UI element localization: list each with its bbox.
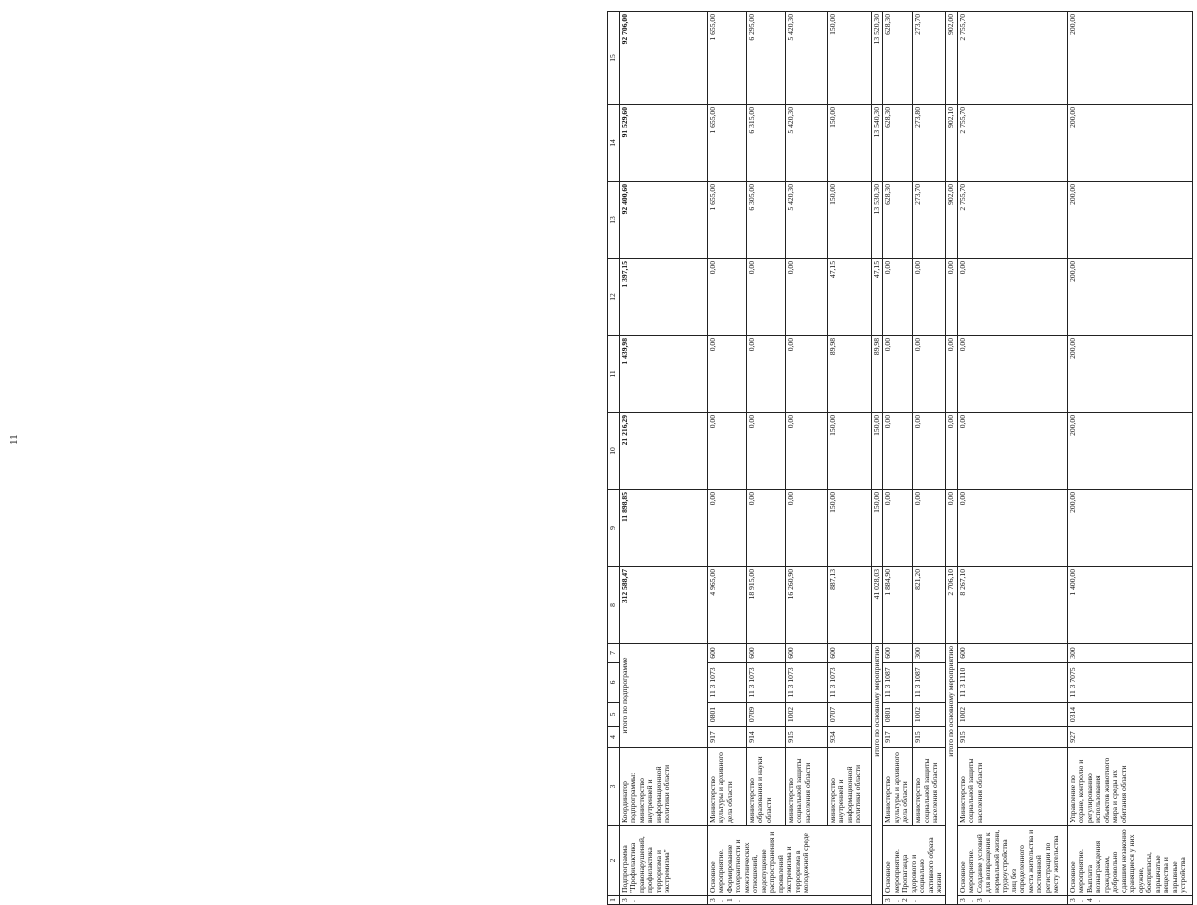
value-cell: 0,00 [957,490,1067,567]
code-cell: 11 3 1087 [883,663,913,703]
activity-name: Основное мероприятие. Формирование толерантности и межэтнических отношений, недопущение распространения и проявлений экстремизма и терроризма в молодежной среде [707,826,871,896]
subtotal-value: 902,00 [946,182,958,259]
value-cell: 0,00 [883,413,913,490]
value-cell: 6 295,00 [746,12,785,105]
header-cell: 6 [608,663,620,703]
value-cell: 0,00 [785,259,827,336]
code-cell: 11 3 1073 [707,663,746,703]
subtotal-value: 41 028,03 [871,567,883,644]
code-cell: 11 3 1110 [957,663,1067,703]
table-row [957,12,1067,905]
table-row [883,12,913,905]
activity-code: 3.4. [1067,896,1192,905]
subtotal-value: 13 540,30 [871,105,883,182]
budget-table [607,11,1193,905]
activity-code: 3.2. [883,896,946,905]
value-cell: 5 420,30 [785,12,827,105]
code-cell: 11 3 1087 [913,663,946,703]
header-cell: 1 [608,896,620,905]
program-row [619,12,707,905]
header-cell: 3 [608,748,620,826]
value-cell: 150,00 [827,105,871,182]
program-value: 91 529,60 [619,105,707,182]
header-cell: 14 [608,105,620,182]
executor: Управление по охране, контролю и регулированию использования объектов животного мира и среды их обитания области [1067,748,1192,826]
value-cell: 150,00 [827,490,871,567]
program-value: 92 400,60 [619,182,707,259]
header-cell: 5 [608,703,620,727]
code-cell: 600 [785,644,827,663]
header-cell: 8 [608,567,620,644]
value-cell: 200,00 [1067,336,1192,413]
value-cell: 0,00 [746,259,785,336]
value-cell: 821,20 [913,567,946,644]
value-cell: 0,00 [707,259,746,336]
header-cell: 2 [608,826,620,896]
code-cell: 600 [957,644,1067,663]
value-cell: 16 260,90 [785,567,827,644]
value-cell: 8 267,10 [957,567,1067,644]
program-value: 1 439,98 [619,336,707,413]
subtotal-value: 150,00 [871,413,883,490]
header-cell: 4 [608,727,620,748]
header-cell: 11 [608,336,620,413]
code-cell: 917 [883,727,913,748]
value-cell: 18 915,00 [746,567,785,644]
code-cell: 600 [883,644,913,663]
value-cell: 628,30 [883,12,913,105]
code-cell: 0707 [827,703,871,727]
subtotal-value: 13 530,30 [871,182,883,259]
subtotal-value: 0,00 [946,336,958,413]
code-cell: 934 [827,727,871,748]
value-cell: 0,00 [957,413,1067,490]
value-cell: 1 400,00 [1067,567,1192,644]
table-row [913,12,946,905]
subtotal-value: 902,00 [946,12,958,105]
value-cell: 0,00 [883,490,913,567]
executor: министерство образования и науки области [746,748,785,826]
value-cell: 273,70 [913,182,946,259]
code-cell: 915 [957,727,1067,748]
value-cell: 628,30 [883,105,913,182]
program-code: 3. [619,896,707,905]
value-cell: 0,00 [913,413,946,490]
header-cell: 13 [608,182,620,259]
value-cell: 0,00 [883,336,913,413]
value-cell: 0,00 [746,336,785,413]
code-cell: 1002 [913,703,946,727]
table-row [746,12,785,905]
code-cell: 600 [746,644,785,663]
executor: министерство социальной защиты населения области [913,748,946,826]
value-cell: 6 305,00 [746,182,785,259]
subtotal-row [871,12,883,905]
value-cell: 150,00 [827,413,871,490]
program-value: 312 588,47 [619,567,707,644]
program-value: 21 216,29 [619,413,707,490]
executor: Министерство культуры и архивного дела области [883,748,913,826]
activity-code: 3.1. [707,896,871,905]
code-cell: 917 [707,727,746,748]
value-cell: 0,00 [707,490,746,567]
activity-name: Основное мероприятие. Выплата вознаграждения гражданам, добровольно сдавшим незаконно хранящиеся у них оружие, боеприпасы, взрывчатые вещества и взрывные устройства [1067,826,1192,896]
value-cell: 1 655,00 [707,182,746,259]
code-cell: 915 [785,727,827,748]
code-cell: 11 3 1073 [785,663,827,703]
subtotal-value: 902,10 [946,105,958,182]
value-cell: 273,70 [913,12,946,105]
value-cell: 1 655,00 [707,105,746,182]
value-cell: 2 755,70 [957,105,1067,182]
code-cell: 0801 [883,703,913,727]
code-cell: 300 [1067,644,1192,663]
table-row [785,12,827,905]
value-cell: 887,13 [827,567,871,644]
value-cell: 0,00 [785,336,827,413]
value-cell: 2 755,70 [957,12,1067,105]
subtotal-value: 0,00 [946,413,958,490]
executor: министерство социальной защиты населения области [785,748,827,826]
page-number: 11 [8,434,20,445]
code-cell: 927 [1067,727,1192,748]
code-cell: 915 [913,727,946,748]
table-row [707,12,746,905]
value-cell: 0,00 [785,490,827,567]
code-cell: 0314 [1067,703,1192,727]
code-cell: 0801 [707,703,746,727]
code-cell: 0709 [746,703,785,727]
value-cell: 1 884,90 [883,567,913,644]
code-cell: 11 3 7075 [1067,663,1192,703]
code-cell: 1002 [957,703,1067,727]
subtotal-value: 0,00 [946,259,958,336]
value-cell: 0,00 [883,259,913,336]
value-cell: 0,00 [785,413,827,490]
subtotal-value: 2 706,10 [946,567,958,644]
value-cell: 200,00 [1067,182,1192,259]
table-row [1067,12,1192,905]
value-cell: 0,00 [746,413,785,490]
code-cell: 914 [746,727,785,748]
program-total-label: итого по подпрограмме [619,644,707,748]
code-cell: 600 [827,644,871,663]
budget-table-rotated [607,14,1197,905]
program-value: 11 898,85 [619,490,707,567]
code-cell: 11 3 1073 [746,663,785,703]
value-cell: 1 655,00 [707,12,746,105]
subtotal-value: 150,00 [871,490,883,567]
code-cell: 11 3 1073 [827,663,871,703]
header-cell: 12 [608,259,620,336]
value-cell: 47,15 [827,259,871,336]
value-cell: 0,00 [913,336,946,413]
code-cell: 1002 [785,703,827,727]
program-coordinator: Координатор подпрограммы: министерство внутренней и информационной политики области [619,748,707,826]
code-cell: 600 [707,644,746,663]
value-cell: 628,30 [883,182,913,259]
value-cell: 200,00 [1067,259,1192,336]
header-cell: 7 [608,644,620,663]
value-cell: 200,00 [1067,490,1192,567]
value-cell: 0,00 [707,336,746,413]
value-cell: 6 315,00 [746,105,785,182]
value-cell: 5 420,30 [785,182,827,259]
executor: Министерство социальной защиты населения области [957,748,1067,826]
value-cell: 273,80 [913,105,946,182]
value-cell: 5 420,30 [785,105,827,182]
value-cell: 150,00 [827,182,871,259]
value-cell: 0,00 [746,490,785,567]
value-cell: 0,00 [913,259,946,336]
header-cell: 9 [608,490,620,567]
value-cell: 89,98 [827,336,871,413]
value-cell: 4 965,00 [707,567,746,644]
subtotal-row [946,12,958,905]
value-cell: 200,00 [1067,413,1192,490]
header-cell: 15 [608,12,620,105]
activity-name: Основное мероприятие. Пропаганда здорового и социально активного образа жизни [883,826,946,896]
subtotal-value: 89,98 [871,336,883,413]
program-value: 92 706,00 [619,12,707,105]
code-cell: 300 [913,644,946,663]
activity-name: Основное мероприятие. Создание условий для возвращения к нормальной жизни, трудоустройства лиц без определенного места жительства и постоянной регистрации по месту жительства [957,826,1067,896]
subtotal-value: 13 520,30 [871,12,883,105]
value-cell: 0,00 [913,490,946,567]
header-row [608,12,620,905]
value-cell: 0,00 [957,259,1067,336]
value-cell: 200,00 [1067,105,1192,182]
value-cell: 2 755,70 [957,182,1067,259]
header-cell: 10 [608,413,620,490]
value-cell: 200,00 [1067,12,1192,105]
activity-code: 3.3. [957,896,1067,905]
table-row [827,12,871,905]
subtotal-label: итого по основному мероприятию [946,644,958,905]
program-value: 1 397,15 [619,259,707,336]
subtotal-value: 0,00 [946,490,958,567]
executor: Министерство культуры и архивного дела области [707,748,746,826]
subtotal-label: итого по основному мероприятию [871,644,883,905]
value-cell: 150,00 [827,12,871,105]
subtotal-value: 47,15 [871,259,883,336]
value-cell: 0,00 [707,413,746,490]
executor: министерство внутренней и информационной политики области [827,748,871,826]
value-cell: 0,00 [957,336,1067,413]
program-name: Подпрограмма "Профилактика правонарушений, профилактика терроризма и экстремизма" [619,826,707,896]
